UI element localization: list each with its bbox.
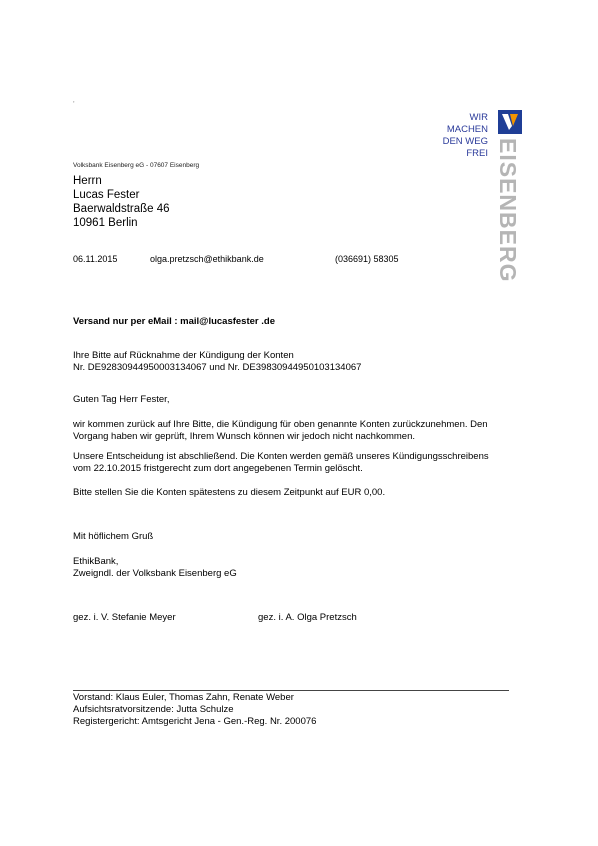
salutation: Guten Tag Herr Fester,: [73, 394, 170, 405]
paragraph-line: wir kommen zurück auf Ihre Bitte, die Kündigung für oben genannte Konten zurückzunehmen. Den: [73, 419, 488, 430]
footer-line: Vorstand: Klaus Euler, Thomas Zahn, Renate Weber: [73, 692, 294, 703]
paragraph-2: [73, 451, 489, 475]
signature-line: Zweigndl. der Volksbank Eisenberg eG: [73, 568, 237, 579]
closing: Mit höflichem Gruß: [73, 531, 154, 542]
footer: [73, 692, 316, 728]
subject-line: Nr. DE92830944950003134067 und Nr. DE39830944950103134067: [73, 362, 362, 373]
contact-email: olga.pretzsch@ethikbank.de: [150, 254, 264, 264]
paragraph-line: Vorgang haben wir geprüft, Ihrem Wunsch können wir jedoch nicht nachkommen.: [73, 431, 416, 442]
volksbank-logo-icon: [498, 110, 522, 134]
paragraph-line: vom 22.10.2015 fristgerecht zum dort angegebenen Termin gelöscht.: [73, 463, 363, 474]
signer-2: gez. i. A. Olga Pretzsch: [258, 612, 357, 623]
paragraph-line: Unsere Entscheidung ist abschließend. Die Konten werden gemäß unseres Kündigungsschreibens: [73, 451, 489, 462]
footer-line: Registergericht: Amtsgericht Jena - Gen.-Reg. Nr. 200076: [73, 716, 317, 727]
subject-line: Ihre Bitte auf Rücknahme der Kündigung der Konten: [73, 350, 294, 361]
address-line: Baerwaldstraße 46: [73, 203, 170, 215]
subject-block: [73, 350, 361, 374]
slogan-line: MACHEN: [446, 124, 488, 135]
signature-org: [73, 556, 237, 580]
top-mark: ,: [73, 98, 75, 104]
contact-phone: (036691) 58305: [335, 254, 399, 264]
address-line: Herrn: [73, 175, 102, 187]
signer-1: gez. i. V. Stefanie Meyer: [73, 612, 176, 623]
footer-divider: [73, 690, 509, 691]
address-line: 10961 Berlin: [73, 217, 138, 229]
recipient-address: [73, 174, 170, 230]
slogan-line: DEN WEG: [442, 136, 488, 147]
sender-line: Volksbank Eisenberg eG - 07607 Eisenberg: [73, 162, 200, 169]
delivery-note: Versand nur per eMail : mail@lucasfester .de: [73, 316, 275, 327]
footer-line: Aufsichtsratvorsitzende: Jutta Schulze: [73, 704, 234, 715]
paragraph-1: [73, 419, 488, 443]
paragraph-3: Bitte stellen Sie die Konten spätestens zu diesem Zeitpunkt auf EUR 0,00.: [73, 487, 386, 498]
brand-vertical: EISENBERG: [495, 138, 521, 283]
signature-line: EthikBank,: [73, 556, 119, 567]
address-line: Lucas Fester: [73, 189, 140, 201]
slogan-line: WIR: [469, 112, 488, 123]
letter-date: 06.11.2015: [73, 254, 118, 264]
slogan: [443, 112, 488, 160]
slogan-line: FREI: [466, 148, 488, 159]
